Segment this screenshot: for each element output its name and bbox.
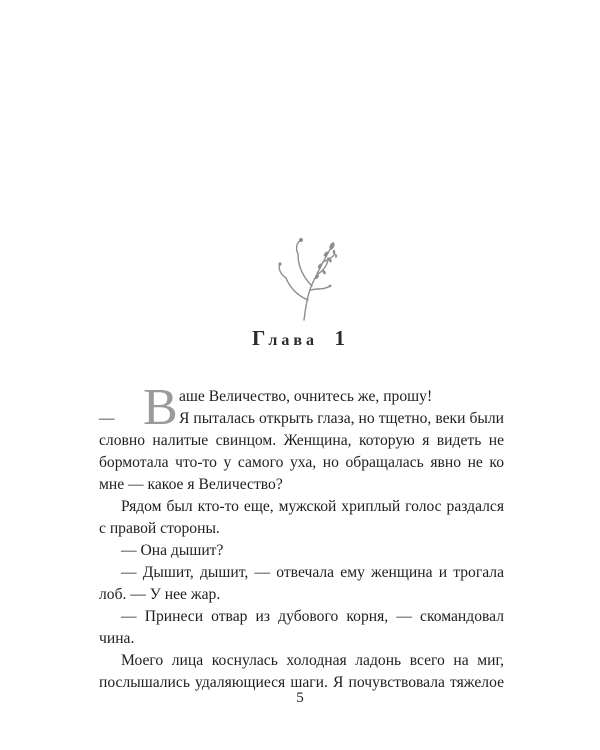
text-line: чина. xyxy=(99,630,135,647)
opening-dash: — xyxy=(99,410,115,427)
chapter-title xyxy=(0,326,600,351)
text-line: послышались удаляющиеся шаги. Я почувствовала тяжелое xyxy=(99,674,504,691)
text-line: с правой стороны. xyxy=(99,520,220,537)
paragraph xyxy=(99,562,504,606)
text-line: — Она дышит? xyxy=(121,542,224,559)
text-line: мне — какое я Величество? xyxy=(99,476,283,493)
text-line: словно налитые свинцом. Женщина, которую я видеть не xyxy=(99,432,504,449)
text-line: Моего лица коснулась холодная ладонь всего на миг, xyxy=(121,652,504,669)
chapter-title-rest: лава xyxy=(268,332,318,349)
drop-cap: В xyxy=(143,379,178,436)
flower-sprig-icon xyxy=(268,230,348,322)
text-line: Рядом был кто-то еще, мужской хриплый голос раздался xyxy=(121,498,504,515)
text-line: лоб. — У нее жар. xyxy=(99,586,221,603)
paragraph xyxy=(99,650,504,694)
chapter-number: 1 xyxy=(334,326,348,350)
text-line: бормотала что-то у самого уха, но обращалась явно не ко xyxy=(99,454,504,471)
paragraph xyxy=(99,496,504,540)
text-line: Я пыталась открыть глаза, но тщетно, веки были xyxy=(179,410,504,427)
opening-line-text: аше Величество, очнитесь же, прошу! xyxy=(179,388,433,405)
chapter-title-initial: Г xyxy=(252,326,269,350)
paragraph xyxy=(99,540,504,562)
paragraph xyxy=(99,606,504,650)
text-line: — Принеси отвар из дубового корня, — скомандовал xyxy=(121,608,504,625)
page-number: 5 xyxy=(296,690,304,706)
text-line: — Дышит, дышит, — отвечала ему женщина и трогала xyxy=(121,564,504,581)
chapter-body xyxy=(99,379,504,694)
